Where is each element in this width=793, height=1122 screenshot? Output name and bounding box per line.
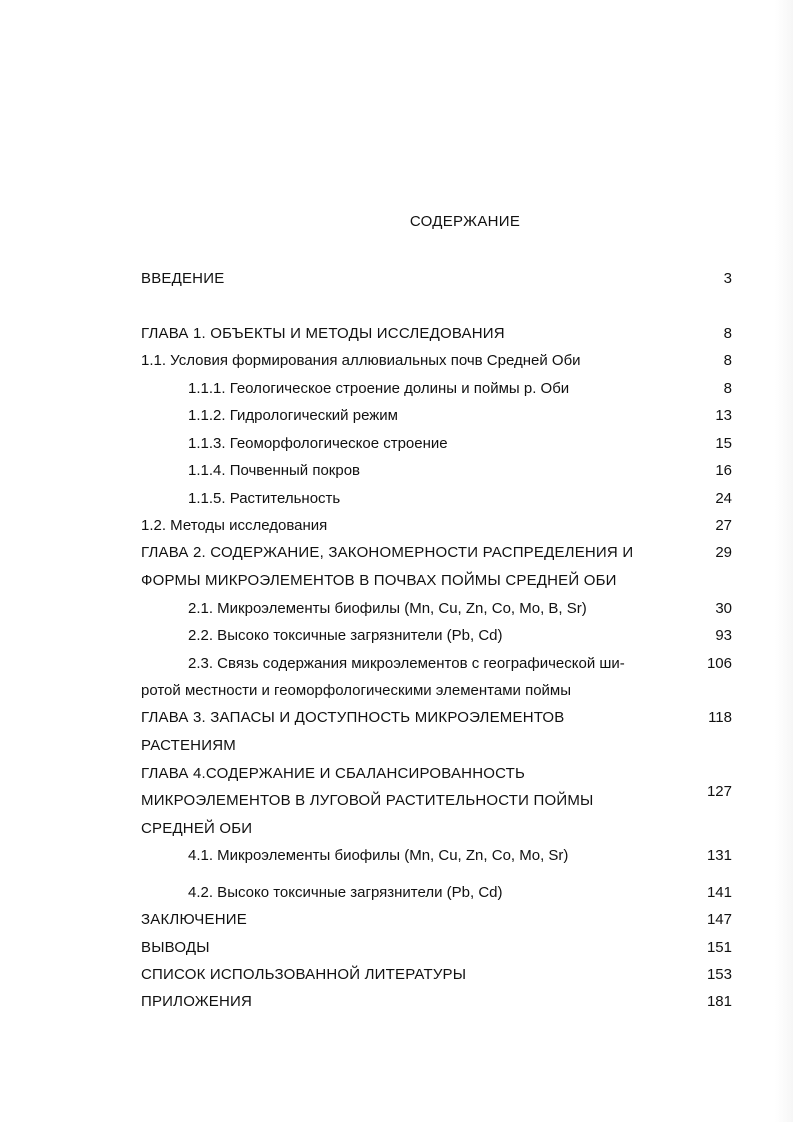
toc-entry-1-2: 1.2. Методы исследования [141, 517, 328, 534]
toc-page-chapter-4: 127 [706, 783, 732, 800]
toc-entry-1-1-1: 1.1.1. Геологическое строение долины и поймы р. Оби [188, 380, 570, 397]
toc-page-appendices: 181 [706, 993, 732, 1010]
toc-entry-2-3: 2.3. Связь содержания микроэлементов с географической ши- [188, 655, 625, 672]
toc-page-findings: 151 [706, 939, 732, 956]
toc-page-chapter-3: 118 [708, 709, 732, 726]
toc-entry-1-1: 1.1. Условия формирования аллювиальных почв Средней Оби [141, 352, 581, 369]
toc-page-introduction: 3 [723, 270, 732, 287]
toc-entry-2-1: 2.1. Микроэлементы биофилы (Mn, Cu, Zn, Co, Mo, B, Sr) [188, 600, 587, 617]
toc-entry-chapter-4-line3: СРЕДНЕЙ ОБИ [141, 820, 253, 837]
toc-entry-1-1-2: 1.1.2. Гидрологический режим [188, 407, 398, 424]
toc-page-1-1-1: 8 [723, 380, 732, 397]
toc-page-chapter-1: 8 [723, 325, 732, 342]
toc-page-1-1-3: 15 [715, 435, 732, 452]
toc-page-1-1-4: 16 [715, 462, 732, 479]
scan-edge-shadow [775, 0, 793, 1122]
toc-entry-2-2: 2.2. Высоко токсичные загрязнители (Pb, Cd) [188, 627, 503, 644]
toc-entry-introduction: ВВЕДЕНИЕ [141, 270, 225, 287]
toc-entry-chapter-4: ГЛАВА 4.СОДЕРЖАНИЕ И СБАЛАНСИРОВАННОСТЬ [141, 765, 526, 782]
toc-page-4-2: 141 [706, 884, 732, 901]
toc-entry-chapter-3: ГЛАВА 3. ЗАПАСЫ И ДОСТУПНОСТЬ МИКРОЭЛЕМЕНТОВ [141, 709, 565, 726]
toc-entry-1-1-3: 1.1.3. Геоморфологическое строение [188, 435, 448, 452]
toc-page-2-1: 30 [715, 600, 732, 617]
toc-page-1-1: 8 [723, 352, 732, 369]
toc-page-1-1-2: 13 [715, 407, 732, 424]
toc-page-2-3: 106 [706, 655, 732, 672]
toc-entry-chapter-2-line2: ФОРМЫ МИКРОЭЛЕМЕНТОВ В ПОЧВАХ ПОЙМЫ СРЕДНЕЙ ОБИ [141, 572, 617, 589]
toc-entry-findings: ВЫВОДЫ [141, 939, 210, 956]
toc-page-1-2: 27 [715, 517, 732, 534]
toc-entry-chapter-2: ГЛАВА 2. СОДЕРЖАНИЕ, ЗАКОНОМЕРНОСТИ РАСПРЕДЕЛЕНИЯ И [141, 544, 634, 561]
toc-page-chapter-2: 29 [715, 544, 732, 561]
toc-entry-appendices: ПРИЛОЖЕНИЯ [141, 993, 253, 1010]
toc-entry-4-1: 4.1. Микроэлементы биофилы (Mn, Cu, Zn, Co, Mo, Sr) [188, 847, 569, 864]
toc-page-references: 153 [706, 966, 732, 983]
toc-entry-2-3-line2: ротой местности и геоморфологическими элементами поймы [141, 682, 572, 699]
toc-page-1-1-5: 24 [715, 490, 732, 507]
toc-entry-chapter-4-line2: МИКРОЭЛЕМЕНТОВ В ЛУГОВОЙ РАСТИТЕЛЬНОСТИ ПОЙМЫ [141, 792, 594, 809]
toc-entry-1-1-5: 1.1.5. Растительность [188, 490, 341, 507]
page-title: СОДЕРЖАНИЕ [409, 213, 521, 230]
toc-entry-4-2: 4.2. Высоко токсичные загрязнители (Pb, Cd) [188, 884, 503, 901]
toc-page-4-1: 131 [706, 847, 732, 864]
toc-page-2-2: 93 [715, 627, 732, 644]
toc-entry-references: СПИСОК ИСПОЛЬЗОВАННОЙ ЛИТЕРАТУРЫ [141, 966, 467, 983]
toc-page-conclusion: 147 [706, 911, 732, 928]
toc-entry-1-1-4: 1.1.4. Почвенный покров [188, 462, 361, 479]
toc-entry-chapter-1: ГЛАВА 1. ОБЪЕКТЫ И МЕТОДЫ ИССЛЕДОВАНИЯ [141, 325, 505, 342]
toc-entry-conclusion: ЗАКЛЮЧЕНИЕ [141, 911, 247, 928]
toc-entry-chapter-3-line2: РАСТЕНИЯМ [141, 737, 236, 754]
